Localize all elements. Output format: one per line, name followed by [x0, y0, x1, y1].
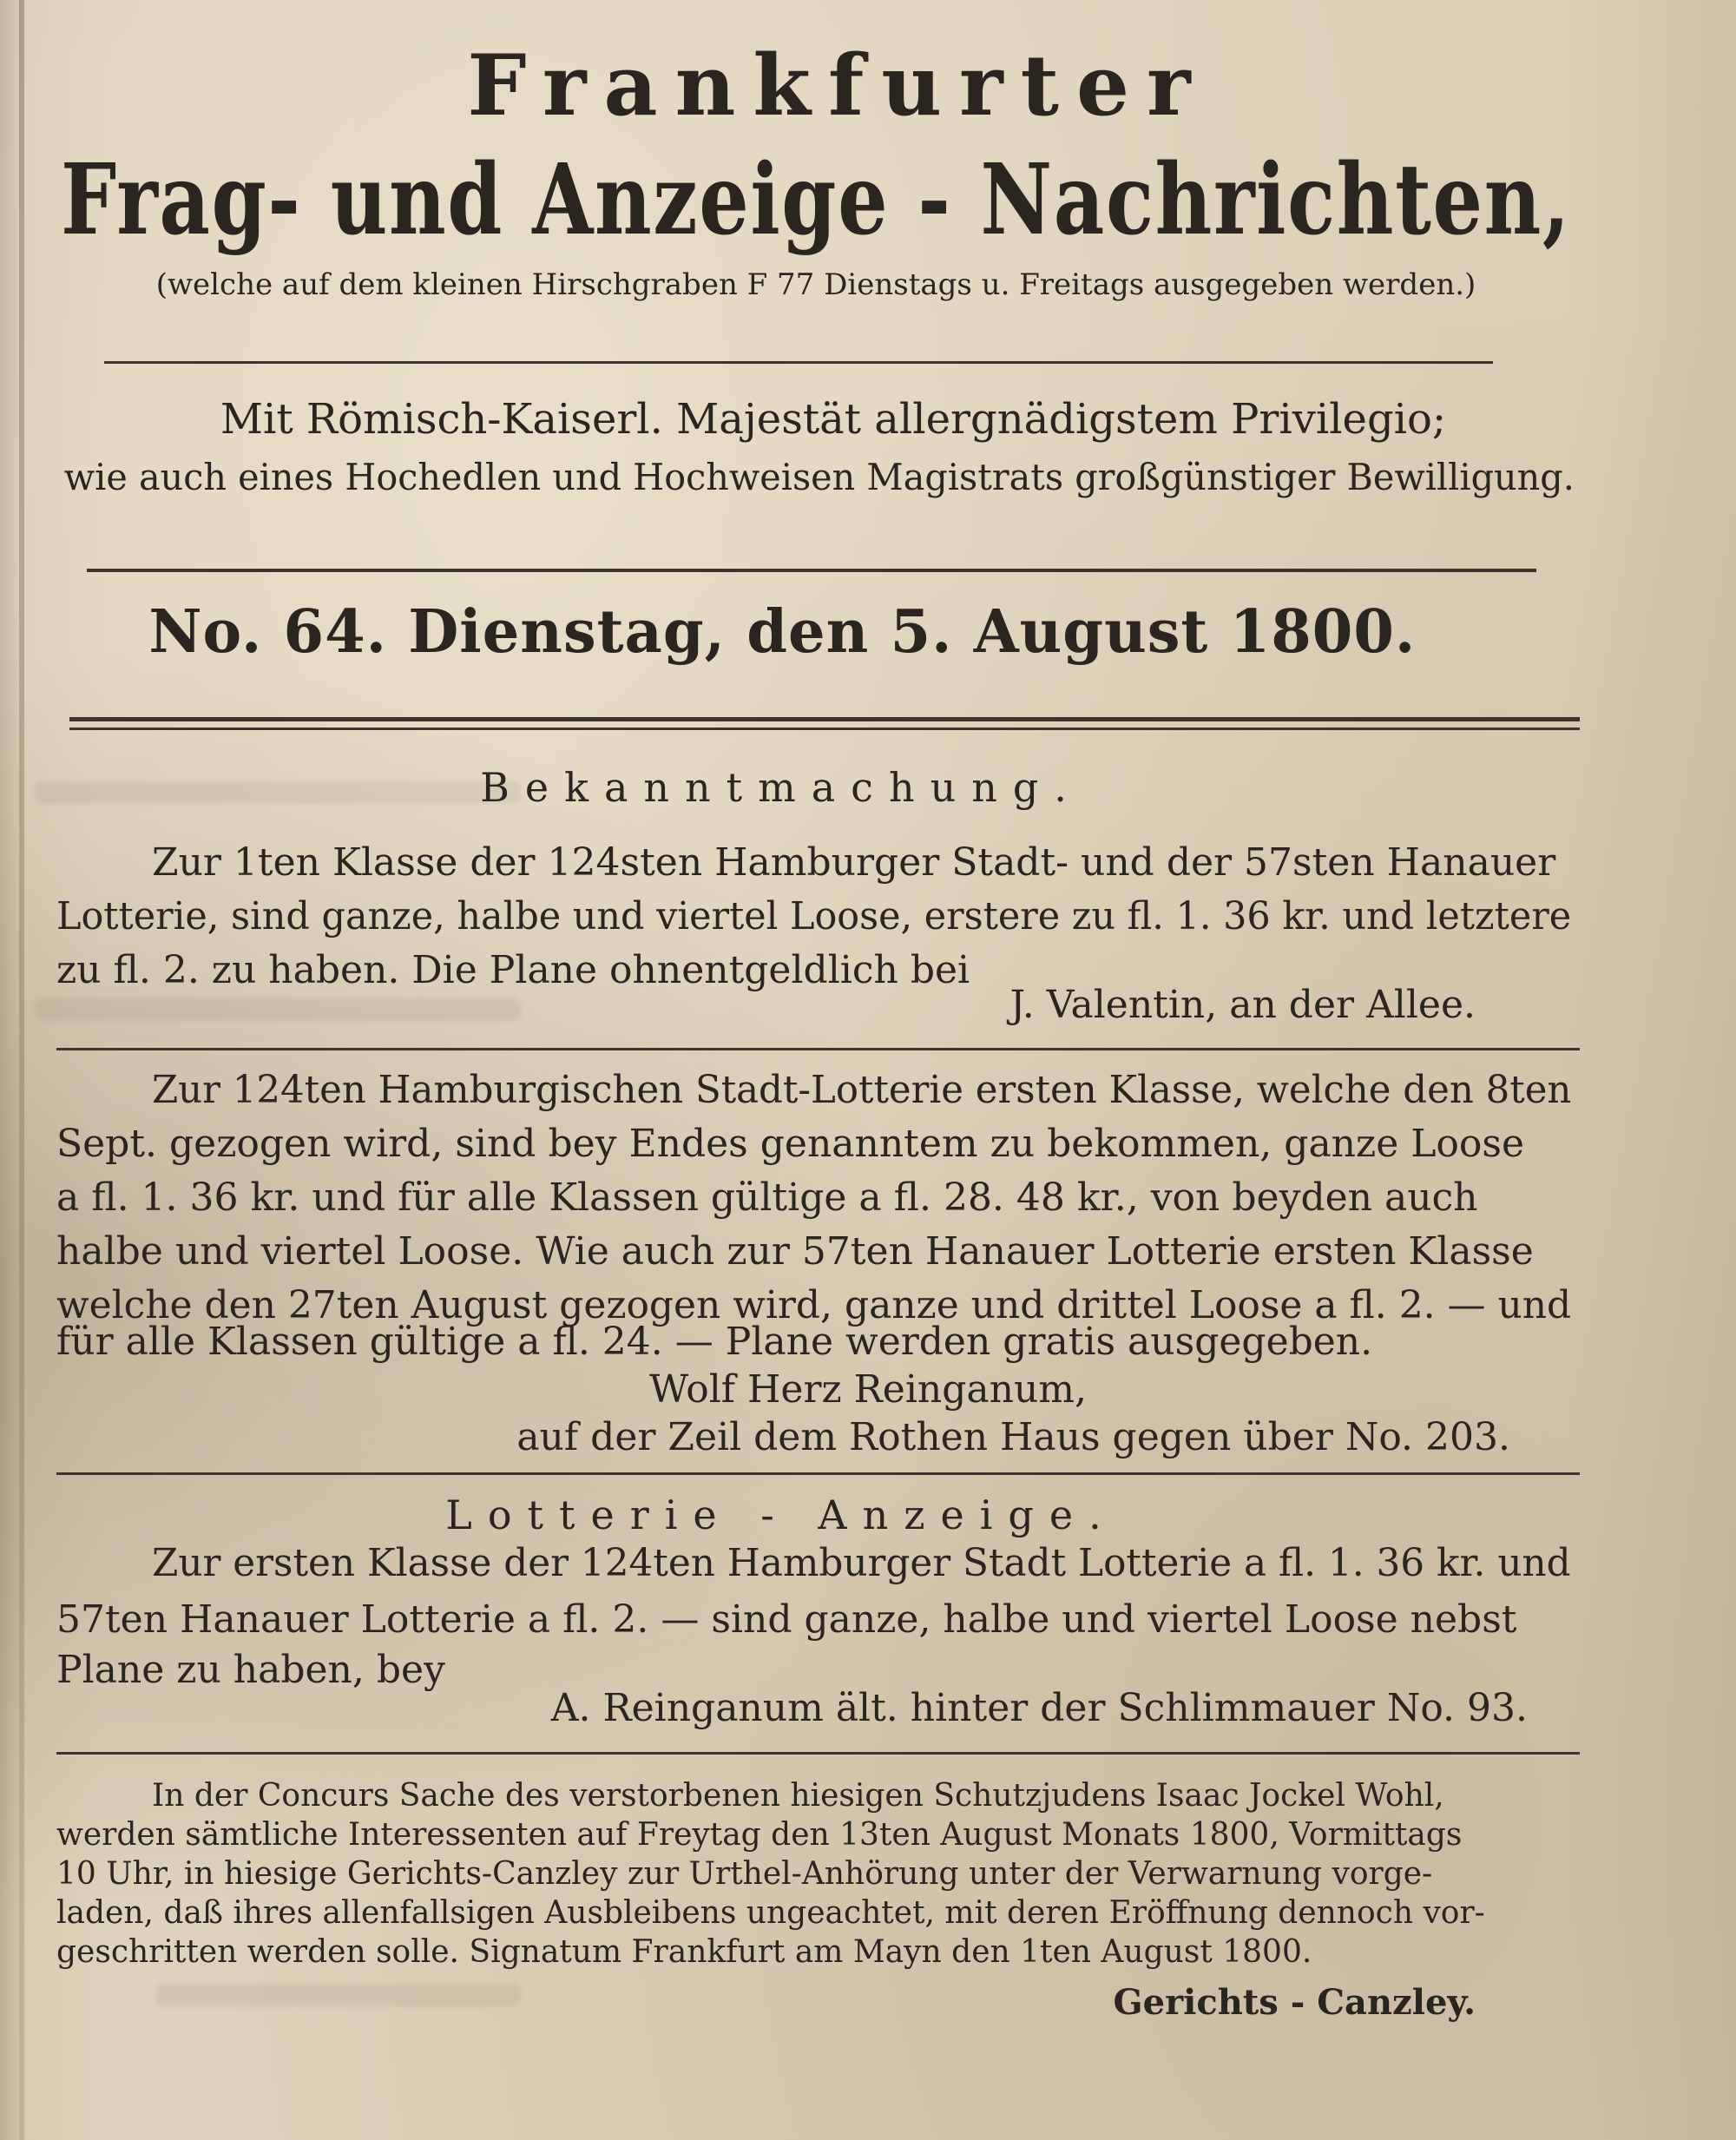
notice-3-line: Zur ersten Klasse der 124ten Hamburger Stadt Lotterie a fl. 1. 36 kr. und [152, 1541, 1571, 1585]
notice-4-line: 10 Uhr, in hiesige Gerichts-Canzley zur Urthel-Anhörung unter der Verwarnung vorge- [56, 1856, 1433, 1892]
notice-3-signature: A. Reinganum ält. hinter der Schlimmauer No. 93. [550, 1686, 1528, 1730]
notice-divider [56, 1752, 1580, 1755]
notice-1-line: zu fl. 2. zu haben. Die Plane ohnentgeldlich bei [56, 948, 970, 992]
notice-2-line: für alle Klassen gültige a fl. 24. — Plane werden gratis ausgegeben. [56, 1320, 1373, 1364]
privilege-line-1: Mit Römisch-Kaiserl. Majestät allergnädigstem Privilegio; [220, 395, 1447, 444]
notice-4-line: geschritten werden solle. Signatum Frankfurt am Mayn den 1ten August 1800. [56, 1934, 1312, 1970]
notice-2-signature-address: auf der Zeil dem Rothen Haus gegen über No. 203. [516, 1415, 1510, 1459]
masthead-title-line2: Frag- und Anzeige - Nachrichten, [61, 143, 1572, 257]
notice-3-line: Plane zu haben, bey [56, 1648, 445, 1692]
notice-3-title: Lotterie - Anzeige. [445, 1491, 1117, 1538]
notice-4-line: In der Concurs Sache des verstorbenen hiesigen Schutzjudens Isaac Jockel Wohl, [152, 1778, 1444, 1814]
issue-number-date: No. 64. Dienstag, den 5. August 1800. [148, 597, 1417, 667]
notice-1-signature: J. Valentin, an der Allee. [1009, 983, 1476, 1027]
privilege-line-2: wie auch eines Hochedlen und Hochweisen Magistrats großgünstiger Bewilligung. [63, 456, 1575, 498]
masthead-rule [104, 361, 1493, 364]
notice-4-signature: Gerichts - Canzley. [1113, 1982, 1476, 2023]
notice-2-line: a fl. 1. 36 kr. und für alle Klassen gültige a fl. 28. 48 kr., von beyden auch [56, 1175, 1478, 1220]
notice-2-line: halbe und viertel Loose. Wie auch zur 57ten Hanauer Lotterie ersten Klasse [56, 1229, 1534, 1274]
notice-2-signature-name: Wolf Herz Reinganum, [648, 1367, 1088, 1412]
masthead-title-line1: Frankfurter [467, 36, 1208, 135]
bleed-through-shadow [35, 998, 521, 1021]
issue-rule-top [69, 717, 1580, 721]
bleed-through-shadow [156, 1984, 521, 2006]
notice-1-line: Lotterie, sind ganze, halbe und viertel Loose, erstere zu fl. 1. 36 kr. und letztere [56, 894, 1572, 938]
notice-4-line: werden sämtliche Interessenten auf Freytag den 13ten August Monats 1800, Vormittags [56, 1817, 1463, 1853]
notice-2-line: Zur 124ten Hamburgischen Stadt-Lotterie ersten Klasse, welche den 8ten [152, 1068, 1572, 1112]
notice-divider [56, 1472, 1580, 1475]
notice-1-line: Zur 1ten Klasse der 124sten Hamburger Stadt- und der 57sten Hanauer [152, 840, 1556, 885]
notice-3-line: 57ten Hanauer Lotterie a fl. 2. — sind ganze, halbe und viertel Loose nebst [56, 1597, 1517, 1642]
notice-divider [56, 1048, 1580, 1050]
notice-4-line: laden, daß ihres allenfallsigen Ausbleibens ungeachtet, mit deren Eröffnung dennoch vor- [56, 1895, 1485, 1931]
notice-2-line: Sept. gezogen wird, sind bey Endes genanntem zu bekommen, ganze Loose [56, 1122, 1525, 1166]
binding-gutter-shadow [19, 0, 24, 2140]
issue-rule-bottom [69, 728, 1580, 730]
privilege-rule [87, 569, 1536, 572]
notice-1-title: Bekanntmachung. [480, 764, 1082, 811]
notice-2-line: welche den 27ten August gezogen wird, ganze und drittel Loose a fl. 2. — und [56, 1283, 1572, 1327]
masthead-subtitle: (welche auf dem kleinen Hirschgraben F 77 Dienstags u. Freitags ausgegeben werden.) [155, 267, 1476, 302]
